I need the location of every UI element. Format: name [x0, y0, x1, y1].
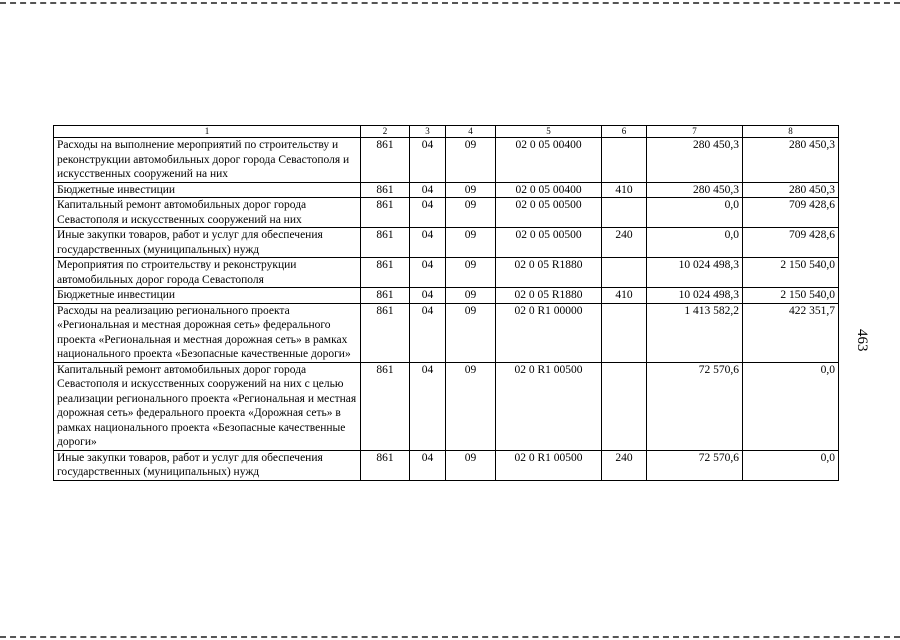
- table-row: [54, 450, 839, 480]
- row-sum-year1: 72 570,6: [647, 362, 743, 450]
- row-sum-year2: 422 351,7: [743, 303, 839, 362]
- page-number: 463: [854, 329, 870, 352]
- row-subsection: 09: [446, 303, 496, 362]
- row-grbs: 861: [361, 450, 410, 480]
- row-sum-year2: 280 450,3: [743, 182, 839, 198]
- row-target-code: 02 0 05 00500: [496, 198, 602, 228]
- row-subsection: 09: [446, 362, 496, 450]
- header-row: [54, 126, 839, 138]
- row-expense-type: [602, 362, 647, 450]
- row-name: Иные закупки товаров, работ и услуг для обеспечения государственных (муниципальных) нужд: [54, 228, 361, 258]
- column-header: 1: [54, 126, 361, 138]
- row-subsection: 09: [446, 450, 496, 480]
- table-row: [54, 198, 839, 228]
- row-sum-year1: 280 450,3: [647, 182, 743, 198]
- row-target-code: 02 0 R1 00500: [496, 362, 602, 450]
- row-target-code: 02 0 05 R1880: [496, 288, 602, 304]
- column-header: 7: [647, 126, 743, 138]
- row-expense-type: 240: [602, 450, 647, 480]
- table-row: [54, 182, 839, 198]
- row-section: 04: [410, 450, 446, 480]
- budget-table: [53, 125, 839, 481]
- row-name: Капитальный ремонт автомобильных дорог города Севастополя и искусственных сооружений на них с целью реализации регионального проекта «Региональная и местная дорожная сеть» федерального проекта «Дорожная сеть» в рамках национального проекта «Безопасные качественные дороги»: [54, 362, 361, 450]
- row-section: 04: [410, 198, 446, 228]
- row-grbs: 861: [361, 362, 410, 450]
- column-header: 8: [743, 126, 839, 138]
- column-header: 6: [602, 126, 647, 138]
- column-header: 3: [410, 126, 446, 138]
- row-name: Иные закупки товаров, работ и услуг для обеспечения государственных (муниципальных) нужд: [54, 450, 361, 480]
- row-name: Капитальный ремонт автомобильных дорог города Севастополя и искусственных сооружений на них: [54, 198, 361, 228]
- table-row: [54, 138, 839, 183]
- row-sum-year1: 10 024 498,3: [647, 288, 743, 304]
- row-sum-year2: 2 150 540,0: [743, 288, 839, 304]
- row-subsection: 09: [446, 198, 496, 228]
- row-sum-year2: 280 450,3: [743, 138, 839, 183]
- row-grbs: 861: [361, 258, 410, 288]
- row-section: 04: [410, 182, 446, 198]
- row-name: Бюджетные инвестиции: [54, 288, 361, 304]
- row-expense-type: [602, 138, 647, 183]
- row-grbs: 861: [361, 228, 410, 258]
- column-header: 5: [496, 126, 602, 138]
- row-target-code: 02 0 R1 00000: [496, 303, 602, 362]
- row-sum-year1: 0,0: [647, 228, 743, 258]
- row-expense-type: 410: [602, 288, 647, 304]
- table-row: [54, 258, 839, 288]
- table-row: [54, 303, 839, 362]
- row-section: 04: [410, 288, 446, 304]
- row-sum-year1: 1 413 582,2: [647, 303, 743, 362]
- row-expense-type: 240: [602, 228, 647, 258]
- row-sum-year2: 0,0: [743, 362, 839, 450]
- row-subsection: 09: [446, 288, 496, 304]
- table-row: [54, 362, 839, 450]
- row-subsection: 09: [446, 258, 496, 288]
- column-header: 2: [361, 126, 410, 138]
- row-expense-type: [602, 198, 647, 228]
- row-name: Расходы на реализацию регионального проекта «Региональная и местная дорожная сеть» федерального проекта «Региональная и местная дорожная сеть» в рамках национального проекта «Безопасные качественные дороги»: [54, 303, 361, 362]
- column-header: 4: [446, 126, 496, 138]
- row-grbs: 861: [361, 182, 410, 198]
- row-sum-year2: 2 150 540,0: [743, 258, 839, 288]
- row-expense-type: 410: [602, 182, 647, 198]
- row-grbs: 861: [361, 138, 410, 183]
- row-sum-year1: 10 024 498,3: [647, 258, 743, 288]
- row-target-code: 02 0 R1 00500: [496, 450, 602, 480]
- table-row: [54, 228, 839, 258]
- row-subsection: 09: [446, 138, 496, 183]
- row-sum-year1: 72 570,6: [647, 450, 743, 480]
- row-name: Бюджетные инвестиции: [54, 182, 361, 198]
- row-sum-year2: 0,0: [743, 450, 839, 480]
- row-target-code: 02 0 05 00400: [496, 182, 602, 198]
- row-grbs: 861: [361, 288, 410, 304]
- row-section: 04: [410, 258, 446, 288]
- row-grbs: 861: [361, 198, 410, 228]
- row-expense-type: [602, 258, 647, 288]
- scan-border-top: [0, 2, 900, 4]
- row-sum-year1: 280 450,3: [647, 138, 743, 183]
- row-name: Расходы на выполнение мероприятий по строительству и реконструкции автомобильных дорог города Севастополя и искусственных сооружений на них: [54, 138, 361, 183]
- row-target-code: 02 0 05 00500: [496, 228, 602, 258]
- row-grbs: 861: [361, 303, 410, 362]
- row-sum-year2: 709 428,6: [743, 228, 839, 258]
- row-sum-year1: 0,0: [647, 198, 743, 228]
- row-subsection: 09: [446, 182, 496, 198]
- table-row: [54, 288, 839, 304]
- row-section: 04: [410, 362, 446, 450]
- row-sum-year2: 709 428,6: [743, 198, 839, 228]
- row-section: 04: [410, 303, 446, 362]
- row-target-code: 02 0 05 00400: [496, 138, 602, 183]
- row-section: 04: [410, 228, 446, 258]
- row-expense-type: [602, 303, 647, 362]
- row-section: 04: [410, 138, 446, 183]
- row-subsection: 09: [446, 228, 496, 258]
- row-target-code: 02 0 05 R1880: [496, 258, 602, 288]
- scan-border-bottom: [0, 636, 900, 638]
- row-name: Мероприятия по строительству и реконструкции автомобильных дорог города Севастополя: [54, 258, 361, 288]
